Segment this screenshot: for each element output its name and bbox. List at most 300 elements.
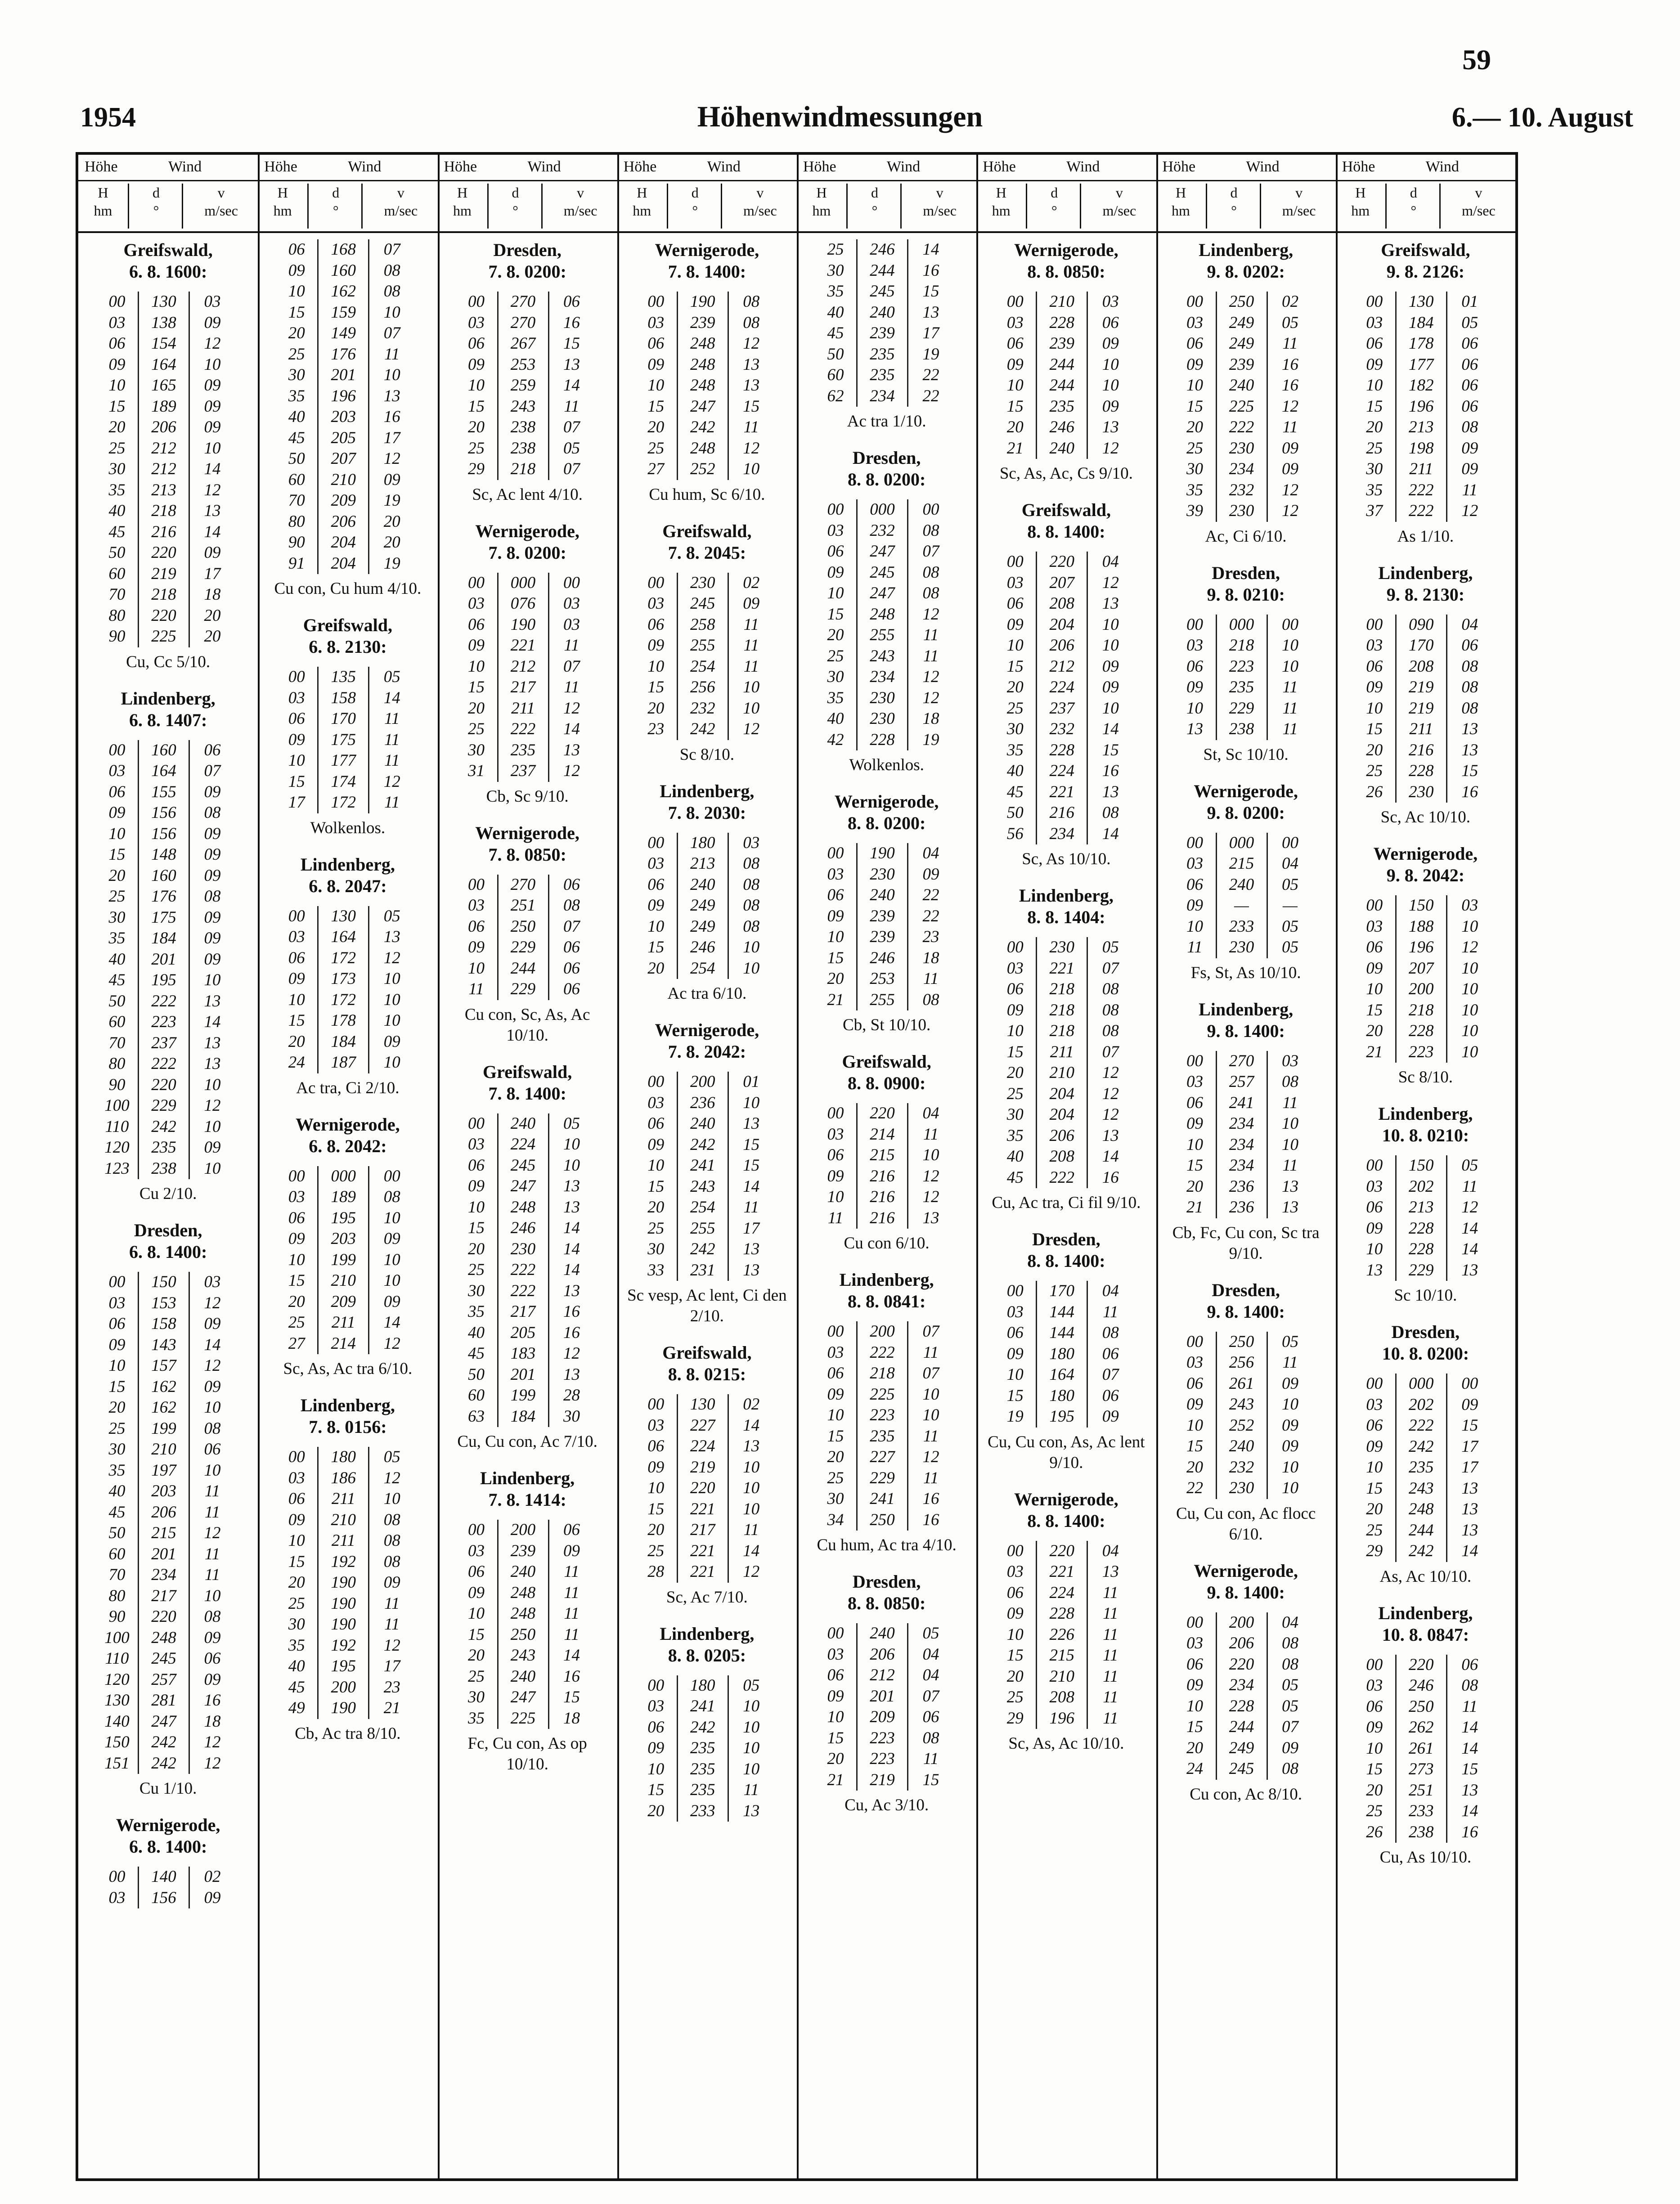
table-row [815,541,953,562]
height-cell: 09 [1366,1437,1383,1456]
height-cell: 20 [1186,1177,1203,1196]
direction-cell: 261 [1396,1738,1446,1760]
station-name: Dresden, [1391,1322,1460,1342]
height-cell: 30 [468,741,485,759]
speed-cell: 13 [1267,1176,1313,1198]
height-cell: 10 [1186,1697,1203,1715]
station-block [1345,843,1506,1088]
station-block [1165,1279,1327,1545]
speed-cell: 14 [548,1239,594,1260]
speed-cell: 07 [908,1686,954,1707]
height-cell: 90 [108,1075,126,1094]
speed-cell: 09 [189,844,235,866]
direction-cell: 222 [498,1260,548,1281]
cloud-note: Cb, Ac tra 8/10. [295,1724,401,1743]
table-row [276,1635,414,1656]
wind-label: Wind [1425,158,1459,175]
subheader-unit: ° [692,202,698,219]
height-cell: 40 [1006,762,1024,780]
table-row [96,584,235,606]
header-year: 1954 [80,102,136,133]
height-cell: 15 [1186,397,1203,416]
subheader-unit: ° [1231,202,1237,219]
table-row [635,1415,774,1436]
table-row [635,1093,774,1114]
speed-cell: 05 [1446,1155,1492,1176]
table-row [96,761,235,782]
height-cell: 10 [108,376,126,395]
subheader-unit: hm [812,202,831,219]
table-row [994,573,1133,594]
table-row [96,1439,235,1460]
speed-cell: 09 [189,1628,235,1649]
table-row [994,1042,1133,1063]
height-cell: 20 [468,699,485,718]
height-cell: 10 [1006,1365,1024,1384]
height-cell: 37 [1366,502,1383,520]
direction-cell: 240 [857,1623,908,1644]
observation-table [1174,1612,1313,1780]
direction-cell: 254 [677,656,728,678]
direction-cell: 196 [1396,937,1446,958]
cloud-note: Cb, Sc 9/10. [486,787,569,806]
table-row [815,927,953,948]
height-cell: 00 [1366,1374,1383,1393]
speed-cell: 10 [728,1696,774,1717]
column-subheader [667,184,722,229]
table-row [276,688,414,709]
table-row [635,438,774,459]
wind-label: Wind [1246,158,1280,175]
height-cell: 06 [647,875,665,894]
speed-cell: 09 [1267,459,1313,480]
table-row [1354,313,1492,334]
observation-time: 8. 8. 0215: [668,1364,746,1384]
table-row [1174,1155,1313,1176]
table-row [994,1146,1133,1167]
direction-cell: 242 [677,417,728,438]
observation-table [1354,895,1492,1063]
table-row [456,1281,594,1302]
speed-cell: 22 [908,365,954,386]
height-cell: 06 [1186,875,1203,894]
column-subheader [1206,184,1261,229]
station-name: Wernigerode, [1194,781,1298,801]
observation-table [815,499,953,750]
height-cell: 35 [108,480,126,499]
table-row [456,979,594,1000]
speed-cell: 09 [189,313,235,334]
table-row [96,1502,235,1523]
table-row [276,449,414,470]
table-row [815,260,953,282]
direction-cell: 242 [139,1732,189,1753]
height-cell: 25 [468,1261,485,1279]
subheader-unit: m/sec [1282,202,1316,219]
table-row [815,646,953,667]
table-row [276,428,414,449]
height-cell: 09 [1366,1219,1383,1238]
table-row [635,355,774,376]
direction-cell: 207 [1037,573,1087,594]
table-row [456,417,594,438]
speed-cell: 14 [1446,1541,1492,1562]
table-row [994,803,1133,824]
table-row [456,1645,594,1666]
direction-cell: 256 [1216,1352,1267,1374]
height-cell: 00 [1366,615,1383,634]
table-row [815,730,953,751]
direction-cell: 213 [1396,1197,1446,1218]
cloud-note: Cu, Cu con, Ac flocc 6/10. [1176,1504,1316,1544]
speed-cell: 11 [369,344,415,365]
table-row [96,501,235,522]
speed-cell: 11 [728,1197,774,1218]
speed-cell: 13 [1087,1126,1133,1147]
speed-cell: 14 [369,1312,415,1333]
table-row [635,1478,774,1499]
height-cell: 09 [1006,615,1024,634]
direction-cell: 176 [318,344,369,365]
height-cell: 15 [827,948,844,967]
height-cell: 15 [827,1427,844,1445]
station-block [1165,781,1327,983]
observation-table [456,1520,594,1729]
speed-cell: 16 [908,1510,954,1531]
direction-cell: 249 [677,895,728,916]
speed-cell: 13 [1446,719,1492,740]
height-cell: 70 [108,1566,126,1584]
height-cell: 15 [1186,1437,1203,1455]
direction-cell: 239 [857,323,908,344]
table-row [276,730,414,751]
speed-cell: 10 [189,1397,235,1418]
table-row [456,1260,594,1281]
speed-cell: 12 [369,1468,415,1489]
speed-cell: 11 [1446,1176,1492,1198]
speed-cell: 14 [1446,1738,1492,1760]
speed-cell: 15 [908,1770,954,1791]
speed-cell: 11 [908,646,954,667]
speed-cell: 18 [548,1708,594,1729]
observation-table [1354,615,1492,803]
column-subheader [1385,184,1441,229]
table-row [635,1499,774,1520]
subheader-unit: ° [512,202,518,219]
cloud-note: Cu hum, Ac tra 4/10. [817,1536,957,1554]
direction-cell: 190 [677,292,728,313]
speed-cell: 09 [728,593,774,615]
height-cell: 00 [468,573,485,592]
direction-cell: 240 [857,885,908,906]
speed-cell: 13 [1446,1260,1492,1281]
direction-cell: 207 [318,449,369,470]
table-row [635,1717,774,1738]
height-cell: 06 [1186,1655,1203,1674]
table-row [635,895,774,916]
table-row [994,958,1133,979]
table-row [1354,740,1492,761]
height-cell: 06 [108,1315,126,1333]
height-cell: 15 [108,397,126,416]
speed-cell: 18 [908,948,954,969]
speed-cell: 12 [1087,1084,1133,1105]
speed-cell: 06 [189,740,235,761]
table-row [276,1250,414,1271]
speed-cell: 05 [1267,875,1313,896]
table-row [635,292,774,313]
speed-cell: 12 [1087,573,1133,594]
direction-cell: 222 [1396,1415,1446,1436]
speed-cell: 05 [1446,313,1492,334]
speed-cell: 09 [189,1377,235,1398]
station-block [1345,1321,1506,1587]
table-row [96,1711,235,1733]
height-cell: 03 [1006,959,1024,978]
direction-cell: 218 [139,501,189,522]
direction-cell: 240 [1216,375,1267,396]
station-name: Wernigerode, [475,521,579,541]
height-cell: 09 [108,803,126,822]
table-row [1174,459,1313,480]
table-row [994,740,1133,761]
speed-cell: 08 [728,916,774,938]
direction-cell: 130 [1396,292,1446,313]
direction-cell: 215 [857,1145,908,1166]
direction-cell: 204 [318,532,369,553]
speed-cell: 23 [369,1677,415,1698]
column-header-top [258,155,437,181]
subheader-unit: hm [273,202,292,219]
height-cell: 03 [1186,854,1203,873]
speed-cell: 13 [548,1365,594,1386]
speed-cell: 10 [1446,1021,1492,1042]
observation-time: 10. 8. 0847: [1382,1624,1469,1645]
table-row [96,991,235,1012]
table-row [1354,1457,1492,1478]
speed-cell: 11 [1446,1697,1492,1718]
data-column [1345,239,1506,1883]
height-cell: 10 [1006,376,1024,395]
direction-cell: 245 [857,281,908,302]
height-cell: 10 [288,282,305,301]
speed-cell: 18 [908,709,954,730]
speed-cell: 11 [548,1583,594,1604]
direction-cell: 209 [857,1707,908,1728]
speed-cell: 07 [548,916,594,938]
speed-cell: 08 [189,803,235,824]
direction-cell: 196 [318,386,369,407]
speed-cell: 12 [908,1187,954,1208]
speed-cell: 12 [189,1095,235,1117]
station-name: Greifswald, [483,1061,572,1082]
table-row [994,1126,1133,1147]
height-cell: 06 [288,240,305,259]
speed-cell: 08 [369,281,415,302]
station-block [626,781,788,1005]
direction-cell: 225 [498,1708,548,1729]
speed-cell: 03 [189,292,235,313]
direction-cell: 238 [1396,1822,1446,1843]
direction-cell: 237 [498,761,548,782]
height-cell: 06 [827,542,844,561]
column-subheader [438,184,487,229]
direction-cell: 244 [1396,1520,1446,1541]
data-column [267,239,428,1760]
height-cell: 20 [468,1239,485,1258]
speed-cell: 13 [908,302,954,323]
table-row [276,667,414,688]
direction-cell: 168 [318,239,369,260]
height-cell: 20 [468,418,485,436]
speed-cell: 02 [1267,292,1313,313]
direction-cell: 170 [1396,635,1446,656]
height-cell: 03 [288,688,305,707]
direction-cell: 198 [1396,438,1446,459]
table-row [635,1197,774,1218]
direction-cell: 255 [857,990,908,1011]
table-row [96,1033,235,1054]
height-cell: 50 [288,449,305,468]
height-cell: 30 [288,1615,305,1634]
height-cell: 10 [1006,636,1024,655]
table-row [815,239,953,260]
height-cell: 35 [108,1461,126,1480]
speed-cell: 10 [369,1010,415,1032]
speed-cell: 13 [1087,593,1133,615]
table-row [96,1586,235,1607]
table-row [815,906,953,927]
cloud-note: Sc 10/10. [1394,1286,1457,1305]
observation-table [635,833,774,979]
speed-cell: 04 [1446,615,1492,636]
subheader-unit: hm [633,202,651,219]
speed-cell: 20 [189,626,235,647]
cloud-note: Sc, Ac 10/10. [1380,808,1471,826]
column-header [438,155,617,233]
direction-cell: 219 [139,564,189,585]
cloud-note: Wolkenlos. [310,818,386,837]
speed-cell: 12 [908,1166,954,1187]
height-cell: 09 [288,261,305,280]
table-row [1354,1415,1492,1436]
speed-cell: 17 [369,428,415,449]
observation-time: 8. 8. 0900: [847,1073,926,1093]
observation-time: 10. 8. 0200: [1382,1343,1469,1364]
direction-cell: 201 [139,1544,189,1565]
height-cell: 29 [468,460,485,478]
subheader-unit: hm [94,202,112,219]
direction-cell: 216 [1037,803,1087,824]
column-header-top [797,155,976,181]
table-row [1354,1478,1492,1499]
height-cell: 00 [108,1273,126,1291]
table-row [815,562,953,584]
table-row [96,1377,235,1398]
speed-cell: 09 [1087,677,1133,698]
table-row [994,1063,1133,1084]
speed-cell: 12 [908,688,954,709]
speed-cell: 17 [1446,1436,1492,1458]
table-row [276,260,414,282]
table-row [96,844,235,866]
direction-cell: 148 [139,844,189,866]
table-row [994,1344,1133,1365]
height-cell: 45 [1006,1168,1024,1187]
speed-cell: 12 [189,1753,235,1774]
observation-time: 6. 8. 2130: [309,637,387,657]
height-cell: 35 [827,282,844,301]
cloud-note: Cu, Cu con, Ac 7/10. [457,1432,597,1451]
direction-cell: 150 [139,1272,189,1293]
observation-table [1174,615,1313,740]
speed-cell: 16 [908,1489,954,1510]
direction-cell: 187 [318,1052,369,1073]
station-name: Lindenberg, [1378,1603,1473,1623]
speed-cell: 08 [1446,417,1492,438]
speed-cell: 07 [908,1321,954,1342]
speed-cell: 09 [1267,1415,1313,1436]
table-row [994,1302,1133,1323]
table-row [1354,1042,1492,1063]
cloud-note: Sc, Ac 7/10. [666,1588,748,1607]
direction-cell: 230 [1216,937,1267,958]
table-row [96,1670,235,1691]
direction-cell: 248 [139,1628,189,1649]
table-row [276,1010,414,1032]
cloud-note: Sc, As, Ac tra 6/10. [283,1360,413,1378]
height-cell: 30 [468,1281,485,1300]
direction-cell: 195 [318,1208,369,1229]
height-cell: 25 [1186,439,1203,458]
speed-cell: 10 [369,1052,415,1073]
direction-cell: 175 [318,730,369,751]
observation-table [994,292,1133,459]
direction-cell: 235 [1037,396,1087,417]
height-cell: 03 [468,896,485,915]
direction-cell: 235 [857,365,908,386]
table-row [815,499,953,521]
observation-time: 8. 8. 1404: [1027,907,1105,927]
direction-cell: 175 [139,907,189,929]
table-row [456,438,594,459]
station-block [806,1571,967,1816]
height-cell: 10 [1366,376,1383,395]
direction-cell: 221 [498,635,548,656]
height-cell: 09 [468,1177,485,1195]
height-cell: 06 [827,1666,844,1684]
speed-cell: 09 [1267,1738,1313,1759]
table-row [1354,333,1492,355]
height-cell: 06 [108,334,126,353]
station-block [447,239,608,505]
speed-cell: 03 [548,593,594,615]
cloud-note: Sc 8/10. [1398,1068,1453,1086]
height-cell: 15 [468,1219,485,1237]
table-row [456,1239,594,1260]
direction-cell: 184 [318,1032,369,1053]
speed-cell: 12 [728,333,774,355]
height-cell: 60 [288,470,305,489]
direction-cell: 211 [318,1531,369,1552]
column-header-top [976,155,1156,181]
speed-cell: 07 [189,761,235,782]
height-cell: 20 [647,418,665,436]
direction-cell: 270 [498,292,548,313]
direction-cell: 281 [139,1690,189,1711]
height-cell: 00 [1006,1541,1024,1560]
table-row [994,1625,1133,1646]
